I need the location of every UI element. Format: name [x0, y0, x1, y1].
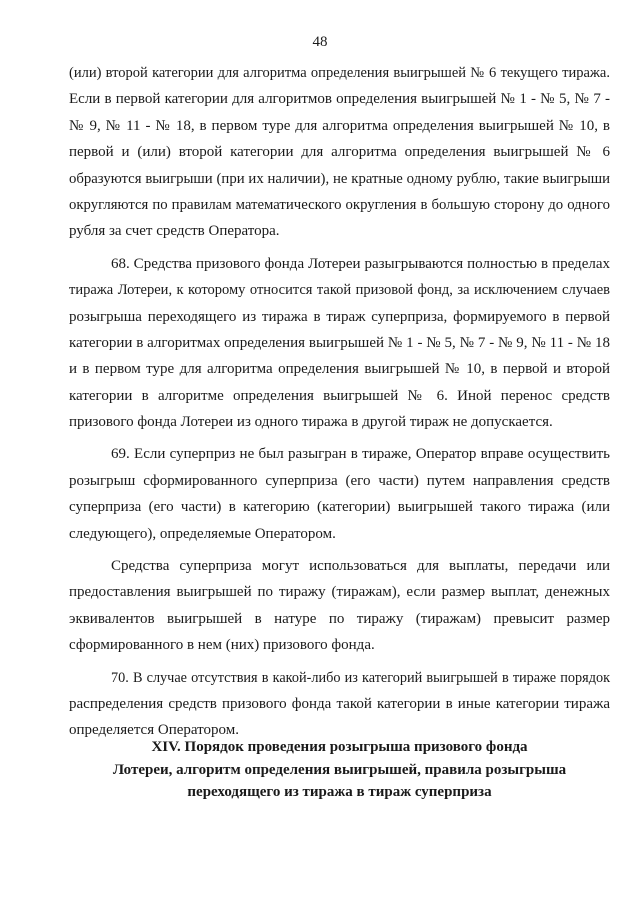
section-heading-line: XIV. Порядок проведения розыгрыша призового фонда: [151, 739, 528, 755]
text-line: розыгрыша переходящего из тиража в тираж суперприза, формируемого в первой: [69, 308, 610, 325]
paragraph-70: [69, 665, 610, 744]
section-heading-line: Лотереи, алгоритм определения выигрышей, правила розыгрыша: [112, 761, 567, 778]
text-line: следующего), определяемые Оператором.: [69, 525, 336, 542]
text-line: (или) второй категории для алгоритма определения выигрышей № 6 текущего тиража.: [69, 65, 610, 81]
text-line: тиража Лотереи, к которому относится такой призовой фонд, за исключением случаев: [69, 282, 610, 299]
text-line: категории в алгоритме определения выигрышей № 6. Иной перенос средств: [69, 387, 610, 404]
text-line: эквивалентов выигрышей в натуре по тиражу (тиражам) превысит размер: [69, 610, 610, 627]
text-line: Средства суперприза могут использоваться для выплаты, передачи или: [111, 558, 610, 575]
text-line: суперприза (его части) в категорию (категории) выигрышей такого тиража (или: [69, 499, 610, 516]
page-number: 48: [312, 34, 328, 50]
paragraph-continuation: [69, 60, 610, 245]
text-line: предоставления выигрышей по тиражу (тиражам), если размер выплат, денежных: [69, 584, 610, 601]
text-line: распределения средств призового фонда такой категории в иные категории тиража: [69, 695, 610, 712]
text-line: розыгрыш сформированного суперприза (его части) путем направления средств: [69, 472, 610, 489]
text-line: 69. Если суперприз не был разыгран в тираже, Оператор вправе осуществить: [111, 446, 610, 463]
body-text: [69, 60, 610, 744]
section-heading: [69, 736, 610, 804]
text-line: № 9, № 11 - № 18, в первом туре для алгоритма определения выигрышей № 10, в: [69, 117, 610, 134]
text-line: первой и (или) второй категории для алгоритма определения выигрышей № 6: [69, 144, 610, 161]
text-line: призового фонда Лотереи из одного тиража в другой тираж не допускается.: [69, 414, 553, 431]
text-line: рубля за счет средств Оператора.: [69, 223, 280, 240]
text-line: и в первом туре для алгоритма определения выигрышей № 10, в первой и второй: [69, 361, 610, 378]
text-line: определяется Оператором.: [69, 722, 239, 739]
paragraph-superprize-funds: [69, 553, 610, 659]
text-line: 68. Средства призового фонда Лотереи разыгрываются полностью в пределах: [111, 255, 610, 272]
text-line: сформированного в нем (них) призового фонда.: [69, 637, 375, 654]
section-heading-line: переходящего из тиража в тираж суперприза: [187, 784, 492, 800]
text-line: округляются по правилам математического округления в большую сторону до одного: [69, 196, 610, 213]
text-line: образуются выигрыши (при их наличии), не кратные одному рублю, такие выигрыши: [69, 170, 610, 187]
text-line: Если в первой категории для алгоритмов определения выигрышей № 1 - № 5, № 7 -: [69, 91, 610, 108]
paragraph-68: [69, 251, 610, 436]
paragraph-69: [69, 441, 610, 547]
text-line: категории в алгоритмах определения выигрышей № 1 - № 5, № 7 - № 9, № 11 - № 18: [69, 334, 610, 351]
text-line: 70. В случае отсутствия в какой-либо из категорий выигрышей в тираже порядок: [111, 669, 610, 686]
